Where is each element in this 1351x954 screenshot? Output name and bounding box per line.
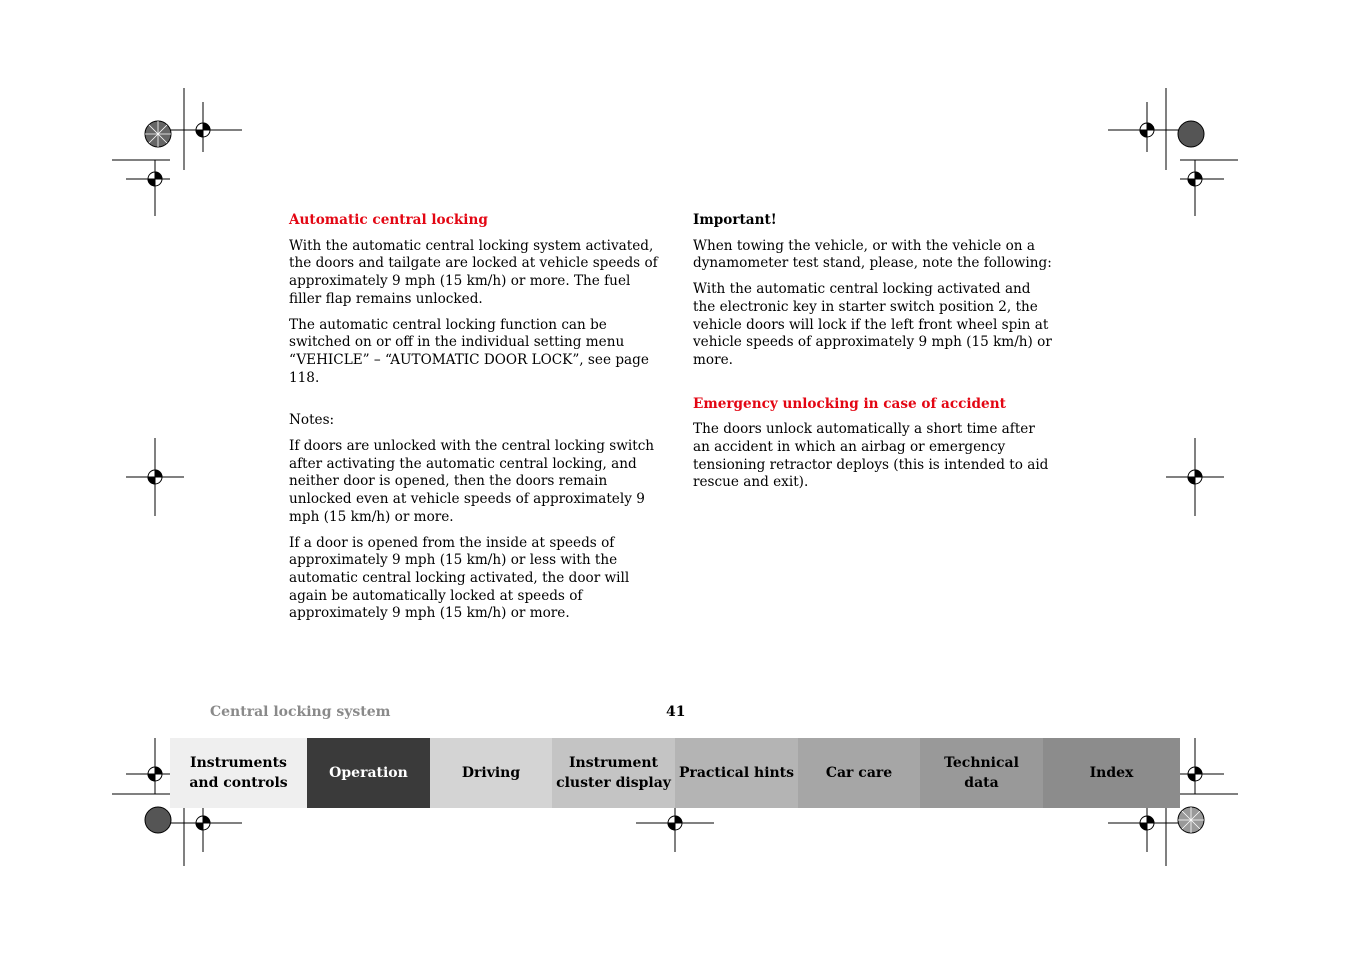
left-column	[289, 212, 661, 631]
crosshair-icon	[1180, 738, 1224, 794]
tab-practical-hints[interactable]: Practical hints	[675, 738, 798, 808]
registration-disc-icon	[145, 121, 171, 147]
crosshair-icon	[126, 438, 184, 516]
crosshair-icon	[164, 102, 242, 152]
chapter-tabs	[170, 738, 1180, 808]
crosshair-icon	[164, 802, 242, 852]
crosshair-icon	[126, 738, 170, 794]
note-paragraph: If doors are unlocked with the central locking switch after activating the automatic central locking, and neither door is opened, then the doors remain unlocked even at vehicle speeds of approximately 9 mph (15 km/h) or more.	[289, 438, 655, 525]
paragraph: The doors unlock automatically a short time after an accident in which an airbag or emergency tensioning retractor deploys (this is intended to aid rescue and exit).	[693, 421, 1049, 491]
tab-index[interactable]: Index	[1043, 738, 1180, 808]
crosshair-icon	[1166, 438, 1224, 516]
important-heading: Important!	[693, 212, 777, 228]
tab-driving[interactable]: Driving	[430, 738, 552, 808]
paragraph: With the automatic central locking system activated, the doors and tailgate are locked at vehicle speeds of approximately 9 mph (15 km/h) or more. The fuel filler flap remains unlocked.	[289, 237, 658, 307]
tab-instrument-cluster-display[interactable]: Instrument cluster display	[552, 738, 675, 808]
crosshair-icon	[636, 802, 714, 852]
notes-label: Notes:	[289, 412, 335, 429]
tab-operation[interactable]: Operation	[307, 738, 430, 808]
section-heading: Automatic central locking	[289, 212, 488, 228]
crosshair-icon	[1108, 102, 1186, 152]
page-number: 41	[666, 704, 686, 720]
crosshair-icon	[126, 160, 170, 216]
registration-disc-icon	[1178, 807, 1204, 833]
registration-disc-icon	[145, 807, 171, 833]
crosshair-icon	[1108, 802, 1186, 852]
paragraph: When towing the vehicle, or with the vehicle on a dynamometer test stand, please, note the following:	[693, 237, 1052, 272]
paragraph: With the automatic central locking activated and the electronic key in starter switch position 2, the vehicle doors will lock if the left front wheel spin at vehicle speeds of approximately 9 mph (15 km/h) or more.	[693, 281, 1052, 368]
footer-section-title: Central locking system	[210, 704, 391, 720]
registration-disc-icon	[1178, 121, 1204, 147]
paragraph: The automatic central locking function can be switched on or off in the individual setting menu “VEHICLE” – “AUTOMATIC DOOR LOCK”, see page 118.	[289, 316, 649, 386]
note-paragraph: If a door is opened from the inside at speeds of approximately 9 mph (15 km/h) or less with the automatic central locking activated, the door will again be automatically locked at speeds of approximately 9 mph (15 km/h) or more.	[289, 534, 630, 622]
tab-technical-data[interactable]: Technical data	[920, 738, 1043, 808]
right-column	[693, 212, 1053, 500]
section-heading: Emergency unlocking in case of accident	[693, 395, 1006, 412]
tab-car-care[interactable]: Car care	[798, 738, 920, 808]
tab-instruments-and-controls[interactable]: Instruments and controls	[170, 738, 307, 808]
crosshair-icon	[1180, 160, 1224, 216]
